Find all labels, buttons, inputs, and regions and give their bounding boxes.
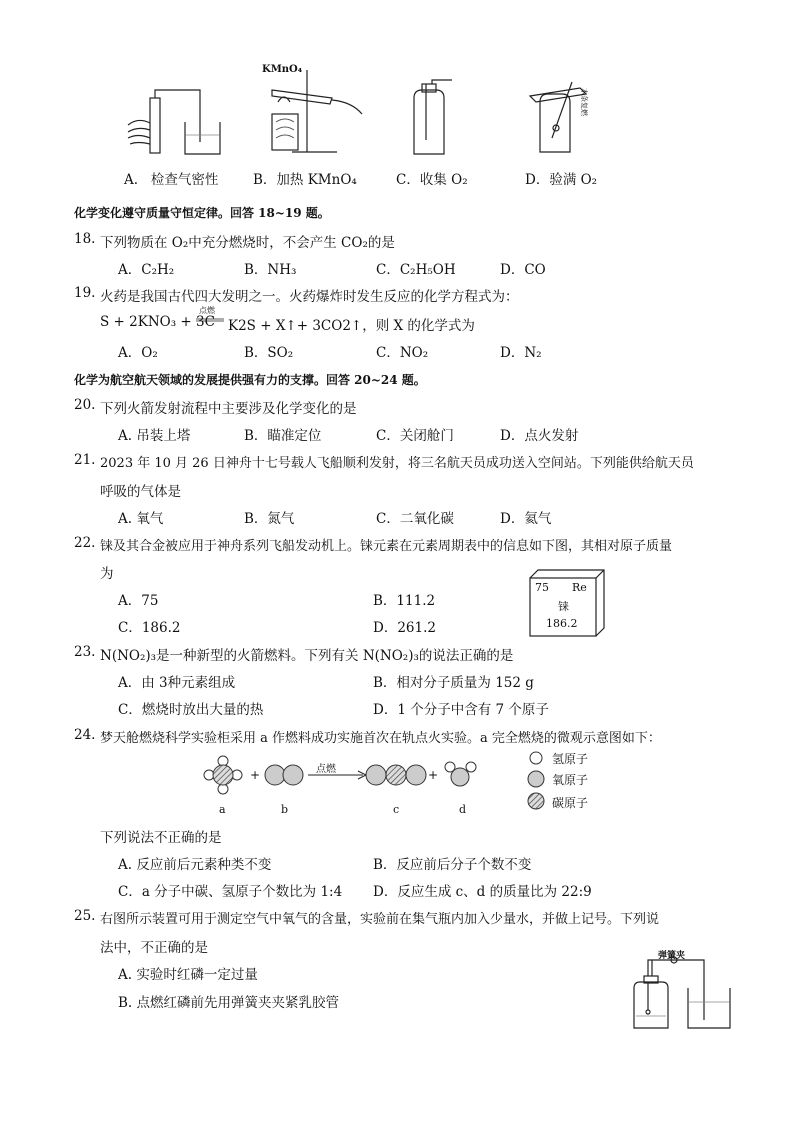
q18-stem: 下列物质在 O₂中充分燃烧时，不会产生 CO₂的是 (100, 235, 395, 251)
q22-option-b: B．111.2 (373, 593, 436, 609)
q19-option-b: B．SO₂ (244, 345, 294, 361)
rhenium-atomic-number: 75 (535, 581, 549, 594)
q20-number: 20. (74, 397, 96, 413)
q23-option-a: A．由 3种元素组成 (118, 675, 236, 691)
section-header-20-24: 化学为航空航天领域的发展提供强有力的支撑。回答 20~24 题。 (74, 373, 426, 387)
q21-option-c: C．二氧化碳 (376, 511, 454, 527)
q22-option-d: D．261.2 (373, 620, 436, 636)
oxygen-content-apparatus-figure (626, 958, 736, 1030)
q19-number: 19. (74, 285, 96, 301)
legend-carbon: 碳原子 (552, 796, 589, 810)
section-header-18-19: 化学变化遵守质量守恒定律。回答 18~19 题。 (74, 206, 330, 220)
q23-number: 23. (74, 644, 96, 660)
q24-plus-1: + (250, 768, 261, 782)
q19-equation-left: S + 2KNO₃ + 3C (100, 314, 215, 330)
q19-option-d: D．N₂ (500, 345, 542, 361)
q21-stem-line1: 2023 年 10 月 26 日神舟十七号载人飞船顺利发射，将三名航天员成功送入空间站。下列能供给航天员 (100, 456, 694, 471)
q23-stem: N(NO₂)₃是一种新型的火箭燃料。下列有关 N(NO₂)₃的说法正确的是 (100, 648, 514, 664)
oxygen-full-check-figure (522, 78, 602, 158)
rhenium-name: 铼 (558, 600, 569, 613)
q21-option-b: B．氮气 (244, 511, 295, 527)
q18-number: 18. (74, 231, 96, 247)
q19-option-a: A．O₂ (118, 345, 158, 361)
q22-stem-line2: 为 (100, 566, 114, 582)
q21-number: 21. (74, 452, 96, 468)
q18-option-c: C．C₂H₅OH (376, 262, 456, 278)
q22-stem-line1: 铼及其合金被应用于神舟系列飞船发动机上。铼元素在元素周期表中的信息如下图，其相对原子质量 (100, 539, 673, 554)
q24-number: 24. (74, 727, 96, 743)
q25-option-a: A. 实验时红磷一定过量 (118, 967, 258, 983)
methane-combustion-diagram (198, 755, 508, 800)
q21-option-d: D．氦气 (500, 511, 552, 527)
kmno4-heating-apparatus-figure (262, 62, 372, 162)
q24-option-d: D．反应生成 c、d 的质量比为 22:9 (373, 884, 592, 900)
q21-stem-line2: 呼吸的气体是 (100, 484, 181, 500)
legend-hydrogen: 氢原子 (552, 752, 589, 766)
kmno4-label: KMnO₄ (262, 64, 303, 75)
q17-option-b: B．加热 KMnO₄ (253, 172, 357, 188)
q24-option-a: A. 反应前后元素种类不变 (118, 857, 272, 873)
q24-substem: 下列说法不正确的是 (100, 830, 222, 846)
q25-stem-line2: 法中，不正确的是 (100, 940, 208, 956)
rhenium-symbol: Re (572, 581, 587, 594)
q22-option-a: A．75 (118, 593, 159, 609)
q17-option-a: A. 检查气密性 (124, 172, 219, 188)
q18-option-d: D．CO (500, 262, 546, 278)
q23-option-b: B．相对分子质量为 152 g (373, 675, 534, 691)
q18-option-a: A．C₂H₂ (118, 262, 175, 278)
spring-clip-label: 弹簧夹 (658, 951, 686, 961)
q17-option-c: C．收集 O₂ (396, 172, 468, 188)
q23-option-d: D．1 个分子中含有 7 个原子 (373, 702, 549, 718)
q19-equation-right: K2S + X↑+ 3CO2↑，则 X 的化学式为 (228, 318, 475, 334)
rhenium-mass: 186.2 (546, 617, 578, 630)
q21-option-a: A. 氧气 (118, 511, 164, 527)
q24-label-b: b (281, 803, 289, 816)
q19-equation-arrow (196, 318, 226, 322)
q18-option-b: B．NH₃ (244, 262, 297, 278)
legend-oxygen: 氧原子 (552, 773, 589, 787)
q24-plus-2: + (428, 768, 439, 782)
q24-option-b: B．反应前后分子个数不变 (373, 857, 532, 873)
q22-option-c: C．186.2 (118, 620, 181, 636)
oxygen-collection-bottle-figure (400, 80, 470, 160)
q24-label-d: d (459, 803, 467, 816)
q20-option-a: A. 吊装上塔 (118, 428, 191, 444)
q24-stem: 梦天舱燃烧科学实验柜采用 a 作燃料成功实施首次在轨点火实验。a 完全燃烧的微观示意图如下： (100, 731, 661, 746)
q17-option-d: D．验满 O₂ (525, 172, 598, 188)
q20-option-b: B．瞄准定位 (244, 428, 322, 444)
q20-stem: 下列火箭发射流程中主要涉及化学变化的是 (100, 401, 357, 417)
q25-number: 25. (74, 908, 96, 924)
q20-option-c: C．关闭舱门 (376, 428, 454, 444)
q24-reaction-condition: 点燃 (316, 764, 336, 775)
q25-option-b: B. 点燃红磷前先用弹簧夹夹紧乳胶管 (118, 995, 340, 1011)
q24-label-c: c (393, 803, 400, 816)
q23-option-c: C．燃烧时放出大量的热 (118, 702, 264, 718)
airtightness-apparatus-figure (120, 80, 230, 165)
q20-option-d: D．点火发射 (500, 428, 579, 444)
q25-stem-line1: 右图所示装置可用于测定空气中氧气的含量，实验前在集气瓶内加入少量水，并做上记号。下列说 (100, 912, 660, 927)
q24-option-c: C．a 分子中碳、氢原子个数比为 1:4 (118, 884, 343, 900)
q19-equation-condition: 点燃 (199, 306, 215, 315)
splint-label: 木条复燃 (580, 88, 588, 116)
q24-label-a: a (219, 803, 226, 816)
q24-legend-symbols (526, 750, 546, 810)
q22-number: 22. (74, 535, 96, 551)
q19-option-c: C．NO₂ (376, 345, 429, 361)
q19-stem: 火药是我国古代四大发明之一。火药爆炸时发生反应的化学方程式为： (100, 289, 519, 305)
